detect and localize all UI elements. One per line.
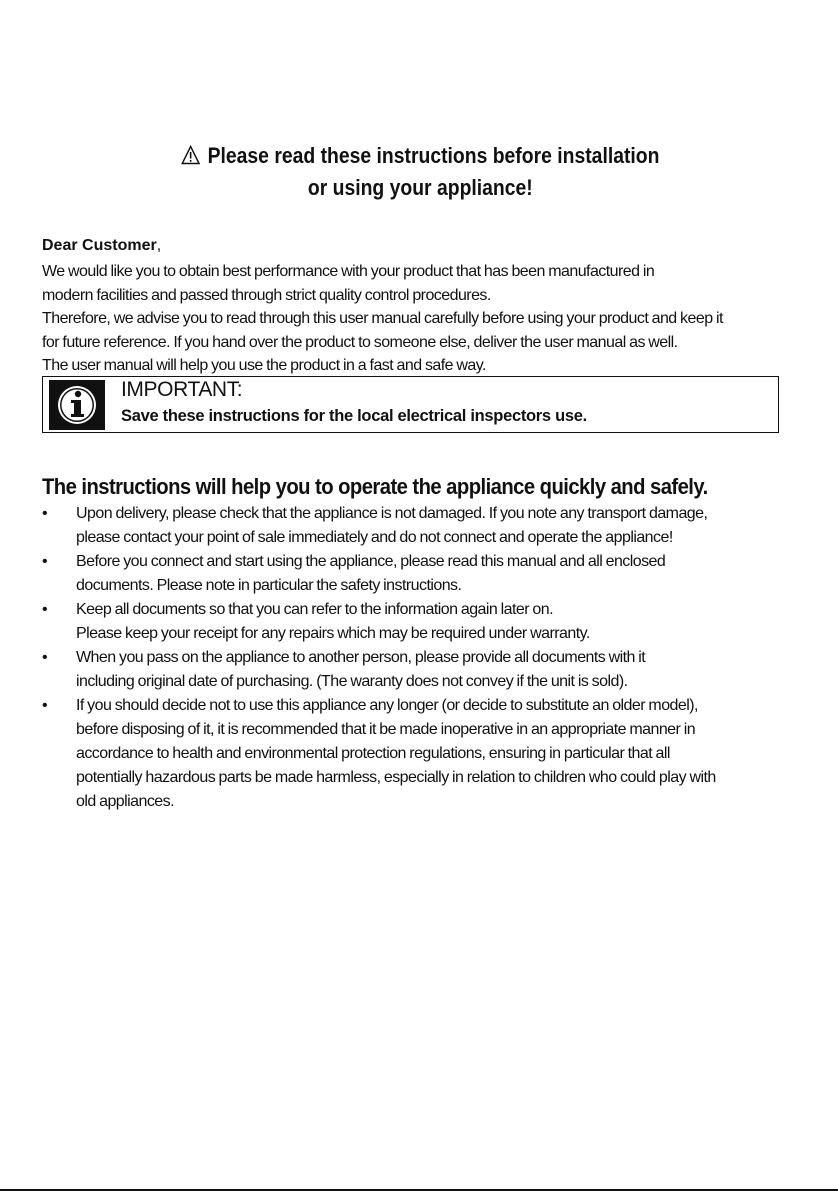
warning-heading-line-2: or using your appliance! <box>307 175 533 200</box>
greeting-name: Dear Customer <box>42 237 157 254</box>
warning-heading <box>52 140 789 204</box>
list-item-line: potentially hazardous parts be made harmless, especially in relation to children who could play with <box>76 769 716 786</box>
list-item <box>42 502 832 550</box>
warning-triangle-icon <box>181 145 200 165</box>
intro-line: We would like you to obtain best performance with your product that has been manufactured in <box>42 263 655 280</box>
list-item <box>42 694 832 814</box>
list-item-line: please contact your point of sale immediately and do not connect and operate the appliance! <box>76 529 673 546</box>
intro-line: modern facilities and passed through strict quality control procedures. <box>42 286 491 304</box>
list-item-line: including original date of purchasing. (The waranty does not convey if the unit is sold). <box>76 673 628 690</box>
bullet-icon: • <box>42 697 48 714</box>
list-item-line: If you should decide not to use this appliance any longer (or decide to substitute an older model), <box>76 697 698 714</box>
important-text: Save these instructions for the local electrical inspectors use. <box>121 407 587 425</box>
list-item-line: When you pass on the appliance to another person, please provide all documents with it <box>76 649 646 666</box>
section-heading: The instructions will help you to operate the appliance quickly and safely. <box>42 474 708 499</box>
list-item-line: old appliances. <box>76 793 174 810</box>
list-item-line: before disposing of it, it is recommended that it be made inoperative in an appropriate manner in <box>76 721 696 738</box>
bullet-icon: • <box>42 505 48 522</box>
list-item <box>42 646 832 694</box>
list-item <box>42 550 832 598</box>
greeting <box>42 236 161 256</box>
list-item-line: Please keep your receipt for any repairs which may be required under warranty. <box>76 625 590 642</box>
important-notice-box <box>42 376 779 433</box>
warning-heading-text-1: Please read these instructions before installation <box>207 143 660 168</box>
list-item-line: Upon delivery, please check that the appliance is not damaged. If you note any transport damage, <box>76 505 708 522</box>
bullet-icon: • <box>42 553 48 570</box>
instruction-list <box>42 502 832 814</box>
bullet-icon: • <box>42 649 48 666</box>
warning-heading-line-1 <box>52 140 789 172</box>
intro-line: Therefore, we advise you to read through this user manual carefully before using your product and keep it <box>42 310 723 327</box>
intro-line: The user manual will help you use the product in a fast and safe way. <box>42 357 486 374</box>
important-title: IMPORTANT: <box>121 378 243 401</box>
greeting-punct: , <box>156 237 162 254</box>
list-item-line: accordance to health and environmental protection regulations, ensuring in particular that all <box>76 745 670 762</box>
list-item <box>42 598 832 646</box>
list-item-line: Keep all documents so that you can refer to the information again later on. <box>76 601 554 618</box>
intro-paragraph <box>42 260 832 378</box>
info-icon <box>49 380 105 430</box>
intro-line: for future reference. If you hand over the product to someone else, deliver the user manual as well. <box>42 333 678 351</box>
list-item-line: Before you connect and start using the appliance, please read this manual and all enclosed <box>76 553 666 570</box>
list-item-line: documents. Please note in particular the safety instructions. <box>76 577 462 594</box>
bullet-icon: • <box>42 601 48 618</box>
